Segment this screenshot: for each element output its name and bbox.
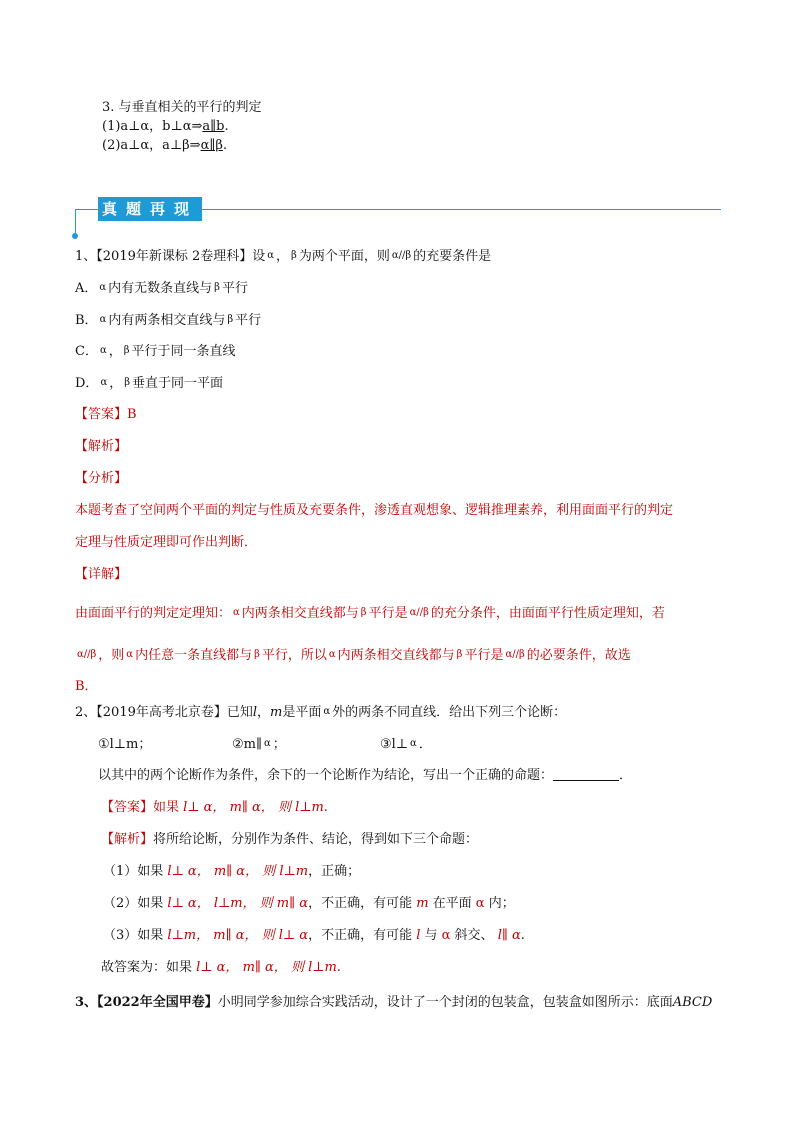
option-text: 内有无数条直线与 — [108, 281, 213, 296]
answer-text: l⊥ α， m∥ α， 则 l⊥m. — [183, 800, 328, 815]
alpha-symbol: α — [99, 282, 107, 293]
detail-text: 平行是 — [368, 606, 408, 621]
separator: ， — [257, 705, 271, 720]
q2-claim-1: ①l⊥m； — [98, 737, 152, 752]
alpha-symbol: α — [328, 649, 336, 660]
q2-proposition-1 — [103, 860, 360, 879]
q3-label: 3、【2022年全国甲卷】 — [75, 995, 218, 1010]
alpha-symbol: α — [264, 738, 271, 749]
option-text: 平行 — [221, 281, 248, 296]
alpha-symbol: α — [410, 738, 417, 749]
line-l: l — [252, 705, 258, 720]
final-formula: l⊥ α， m∥ α， 则 l⊥m. — [196, 960, 341, 975]
rule-2-lhs: (2)a⊥α，a⊥β⇒ — [102, 138, 201, 153]
rule-1-result: a∥b — [202, 119, 225, 134]
q1-analysis-line-1: 本题考查了空间两个平面的判定与性质及充要条件，渗透直观想象、逻辑推理素养，利用面面平行的判定 — [75, 503, 674, 518]
option-text: ， — [109, 376, 123, 391]
detail-text: ，则 — [98, 648, 125, 663]
prop-text: （1）如果 — [103, 864, 168, 879]
task-end: ． — [619, 768, 633, 783]
q2-jiexi — [101, 828, 478, 847]
q2-final-answer — [101, 956, 341, 975]
rule-2-result: α∥β — [200, 138, 223, 153]
q1-detail-line-3: B． — [75, 679, 98, 694]
q2-proposition-3 — [103, 924, 525, 943]
q1-option-d — [75, 372, 223, 391]
rule-1-end: . — [224, 119, 229, 134]
prop-text: ，不正确，有可能 — [308, 928, 417, 943]
option-text: 内有两条相交直线与 — [108, 313, 226, 328]
prop-text: 内； — [484, 896, 515, 911]
beta-symbol: β — [123, 345, 130, 356]
prop-formula: l⊥m， m∥ α， 则 l⊥ α — [167, 928, 309, 943]
beta-symbol: β — [254, 649, 260, 660]
prop-text: （3）如果 — [103, 928, 168, 943]
alpha-parallel-beta: α//β — [77, 649, 97, 660]
option-text: ， — [108, 344, 122, 359]
q1-option-c — [75, 340, 236, 359]
q1-stem-a: 1、【2019年新课标 2卷理科】设 — [75, 249, 266, 264]
answer-label: 【答案】如果 — [101, 800, 184, 815]
detail-text: 内任意一条直线都与 — [135, 648, 253, 663]
q1-jiexi-label: 【解析】 — [75, 439, 128, 454]
q1-stem-b: ， — [276, 249, 290, 264]
q1-stem-d: 的充要条件是 — [413, 249, 492, 264]
detail-text: 平行，所以 — [261, 648, 327, 663]
option-text: 平行于同一条直线 — [131, 344, 236, 359]
alpha-symbol: α — [441, 928, 451, 943]
alpha-symbol: α — [100, 377, 108, 388]
jiexi-label: 【解析】 — [101, 832, 154, 847]
q1-option-a — [75, 277, 248, 296]
beta-symbol: β — [456, 649, 463, 660]
alpha-symbol: α — [475, 896, 485, 911]
q2-claim-2 — [232, 733, 286, 752]
rule-2 — [102, 134, 227, 153]
answer-blank — [553, 768, 619, 781]
prop-text: 与 — [420, 928, 442, 943]
line-m: m — [270, 705, 283, 720]
q1-analysis-line-2: 定理与性质定理即可作出判断． — [75, 535, 258, 550]
alpha-parallel-beta: α//β — [391, 250, 412, 261]
claim-text: ； — [272, 737, 286, 752]
option-label: B． — [75, 313, 98, 328]
alpha-symbol: α — [267, 250, 275, 261]
q1-detail-line-1 — [75, 602, 665, 621]
banner-rule-vertical — [75, 209, 76, 236]
q2-claim-3 — [380, 733, 432, 752]
q1-stem-c: 为两个平面，则 — [298, 249, 390, 264]
q2-task — [98, 764, 632, 783]
prop-text: 在平面 — [428, 896, 476, 911]
section-banner: 真题再现 — [98, 197, 202, 221]
alpha-symbol: α — [99, 314, 107, 325]
alpha-symbol: α — [323, 706, 331, 717]
base-abcd: ABCD — [672, 995, 713, 1010]
beta-symbol: β — [214, 282, 220, 293]
prop-text: （2）如果 — [103, 896, 168, 911]
q2-proposition-2 — [103, 892, 515, 911]
prop-text: 斜交、 — [450, 928, 498, 943]
rule-1-lhs: (1)a⊥α，b⊥α⇒ — [102, 119, 203, 134]
q1-stem — [75, 245, 491, 264]
prop-text: ，正确； — [308, 864, 361, 879]
q3-text: 小明同学参加综合实践活动，设计了一个封闭的包装盒，包装盒如图所示：底面 — [217, 995, 673, 1010]
q2-answer — [101, 796, 328, 815]
prop-formula: l⊥ α， l⊥m， 则 m∥ α — [167, 896, 309, 911]
alpha-parallel-beta: α//β — [505, 649, 525, 660]
alpha-symbol: α — [99, 345, 107, 356]
alpha-symbol: α — [233, 607, 240, 618]
q1-option-b — [75, 309, 261, 328]
q2-stem-c: 外的两条不同直线．给出下列三个论断： — [332, 705, 567, 720]
option-text: 平行 — [235, 313, 262, 328]
q1-xiangjie-label: 【详解】 — [75, 567, 128, 582]
detail-text: 的充分条件，由面面平行性质定理知，若 — [430, 606, 665, 621]
option-text: 垂直于同一平面 — [132, 376, 224, 391]
rule-1 — [102, 115, 229, 134]
q2-stem-b: 是平面 — [282, 705, 322, 720]
prop-formula: l⊥ α， m∥ α， 则 l⊥m — [167, 864, 309, 879]
detail-text: 内两条相交直线都与 — [337, 648, 455, 663]
beta-symbol: β — [360, 607, 367, 618]
beta-symbol: β — [227, 314, 234, 325]
prop-formula: l∥ α — [497, 928, 521, 943]
claim-text: ． — [418, 737, 432, 752]
option-label: C． — [75, 344, 98, 359]
alpha-parallel-beta: α//β — [409, 607, 429, 618]
banner-dot — [72, 233, 78, 239]
q1-answer: 【答案】B — [75, 407, 137, 422]
task-text: 以其中的两个论断作为条件，余下的一个论断作为结论，写出一个正确的命题： — [98, 768, 554, 783]
q3-stem — [75, 991, 712, 1010]
claim-text: ③l⊥ — [380, 737, 409, 752]
beta-symbol: β — [291, 250, 297, 261]
rule-2-end: . — [222, 138, 228, 153]
line-m: m — [416, 896, 429, 911]
prop-text: . — [520, 928, 525, 943]
final-text: 故答案为：如果 — [101, 960, 197, 975]
prop-text: ，不正确，有可能 — [308, 896, 417, 911]
detail-text: 的必要条件，故选 — [526, 648, 631, 663]
q2-stem-a: 2、【2019年高考北京卷】已知 — [75, 705, 253, 720]
beta-symbol: β — [124, 377, 130, 388]
q1-fenxi-label: 【分析】 — [75, 471, 128, 486]
alpha-symbol: α — [126, 649, 134, 660]
q1-detail-line-2 — [75, 644, 631, 663]
detail-text: 平行是 — [464, 648, 504, 663]
jiexi-text: 将所给论断，分别作为条件、结论，得到如下三个命题： — [153, 832, 479, 847]
section3-title: 3. 与垂直相关的平行的判定 — [102, 100, 262, 115]
detail-text: 内两条相交直线都与 — [241, 606, 359, 621]
option-label: A． — [75, 281, 98, 296]
q2-stem — [75, 701, 566, 720]
option-label: D． — [75, 376, 99, 391]
line-l: l — [416, 928, 421, 943]
claim-text: ②m∥ — [232, 737, 262, 752]
detail-text: 由面面平行的判定定理知： — [75, 606, 232, 621]
